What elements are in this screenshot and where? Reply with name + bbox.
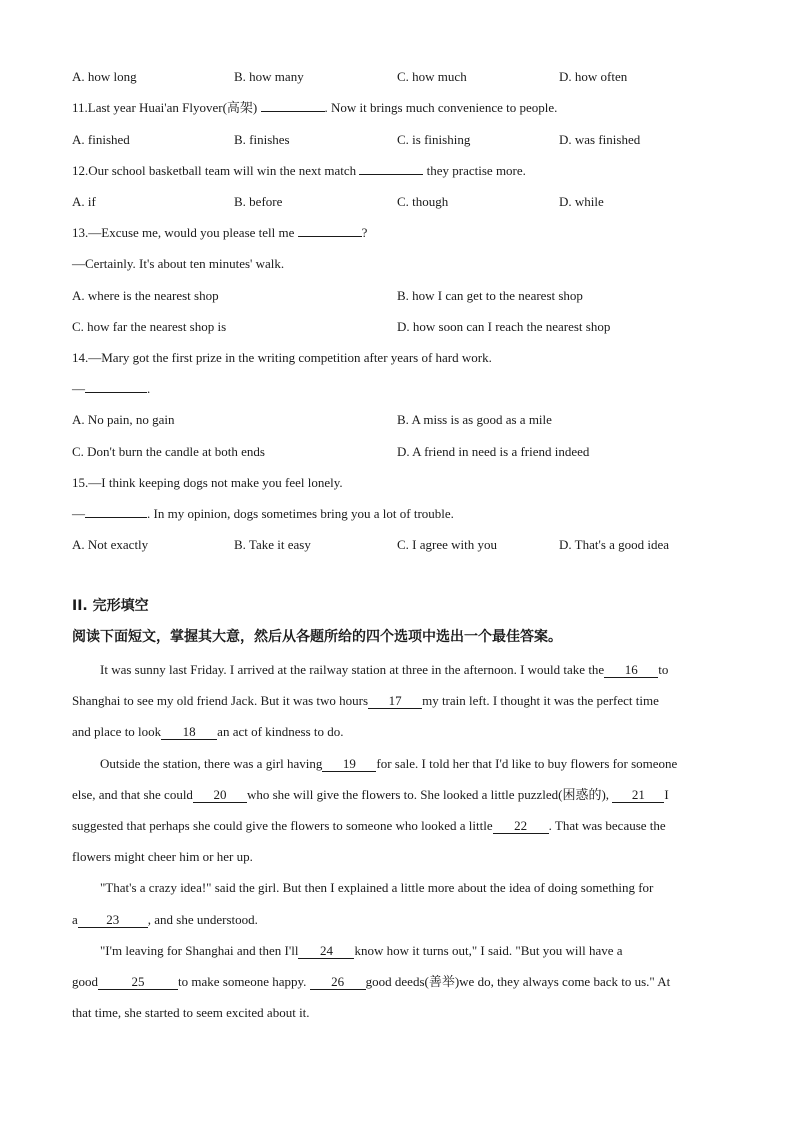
q13-option-c[interactable]: C. how far the nearest shop is [72, 319, 227, 334]
q11-stem [72, 100, 557, 116]
q13-option-d[interactable]: D. how soon can I reach the nearest shop [397, 319, 611, 334]
passage-text: to [658, 662, 669, 677]
passage-text: an act of kindness to do. [217, 724, 344, 739]
q13-stem [72, 225, 367, 241]
q15-stem: 15.—I think keeping dogs not make you feel lonely. [72, 475, 343, 490]
q12-option-a[interactable]: A. if [72, 194, 96, 209]
q12-option-c[interactable]: C. though [397, 194, 449, 209]
q11-answer-blank [261, 100, 325, 112]
q13-answer-blank [298, 225, 362, 237]
q10-option-d[interactable]: D. how often [559, 69, 628, 84]
passage-line [72, 787, 669, 803]
passage-text: I [664, 787, 669, 802]
q13-stem-end: ? [361, 225, 368, 240]
q13-stem-start: 13.—Excuse me, would you please tell me [72, 225, 298, 240]
q15-option-b[interactable]: B. Take it easy [234, 537, 311, 552]
blank-22[interactable]: 22 [493, 819, 549, 834]
q11-option-a[interactable]: A. finished [72, 132, 130, 147]
blank-17[interactable]: 17 [368, 694, 422, 709]
q14-option-a[interactable]: A. No pain, no gain [72, 412, 175, 427]
passage-line [72, 912, 258, 928]
q11-option-d[interactable]: D. was finished [559, 132, 641, 147]
q15-option-c[interactable]: C. I agree with you [397, 537, 498, 552]
q13-option-a[interactable]: A. where is the nearest shop [72, 288, 219, 303]
q10-option-b[interactable]: B. how many [234, 69, 304, 84]
blank-16[interactable]: 16 [604, 663, 658, 678]
passage-text: , and she understood. [147, 912, 258, 927]
blank-26[interactable]: 26 [310, 975, 366, 990]
q11-option-b[interactable]: B. finishes [234, 132, 290, 147]
q14-reply [72, 381, 150, 397]
passage-text: to make someone happy. [178, 974, 307, 989]
passage-line [72, 724, 344, 740]
q14-option-d[interactable]: D. A friend in need is a friend indeed [397, 444, 590, 459]
q12-stem-end: they practise more. [423, 163, 526, 178]
q12-option-d[interactable]: D. while [559, 194, 604, 209]
q10-option-c[interactable]: C. how much [397, 69, 467, 84]
q15-option-a[interactable]: A. Not exactly [72, 537, 149, 552]
q11-stem-end: . Now it brings much convenience to people. [324, 100, 558, 115]
q15-reply-end: . In my opinion, dogs sometimes bring you a lot of trouble. [147, 506, 454, 521]
q12-answer-blank [359, 163, 423, 175]
blank-25[interactable]: 25 [98, 975, 178, 990]
passage-line [72, 693, 659, 709]
passage-line [100, 756, 677, 772]
q14-option-b[interactable]: B. A miss is as good as a mile [397, 412, 552, 427]
q12-option-b[interactable]: B. before [234, 194, 283, 209]
q15-answer-blank [85, 506, 147, 518]
passage-text: "I'm leaving for Shanghai and then I'll [100, 943, 299, 958]
q11-stem-start: 11.Last year Huai'an Flyover(高架) [72, 100, 261, 115]
passage-line: that time, she started to seem excited about it. [72, 1005, 310, 1020]
passage-line: flowers might cheer him or her up. [72, 849, 253, 864]
q13-reply: —Certainly. It's about ten minutes' walk. [72, 256, 285, 271]
q14-option-c[interactable]: C. Don't burn the candle at both ends [72, 444, 265, 459]
passage-text: for sale. I told her that I'd like to buy flowers for someone [376, 756, 678, 771]
passage-text: a [72, 912, 78, 927]
q14-reply-start: — [72, 381, 85, 396]
blank-20[interactable]: 20 [193, 788, 247, 803]
q12-stem-start: 12.Our school basketball team will win the next match [72, 163, 360, 178]
passage-text: and place to look [72, 724, 162, 739]
q13-option-b[interactable]: B. how I can get to the nearest shop [397, 288, 583, 303]
passage-line [72, 818, 666, 834]
passage-line [100, 943, 623, 959]
blank-23[interactable]: 23 [78, 913, 148, 928]
passage-line: "That's a crazy idea!" said the girl. But then I explained a little more about the idea of doing something for [100, 880, 654, 895]
passage-text: who she will give the flowers to. She looked a little puzzled(困惑的), [246, 787, 610, 802]
passage-text: good [72, 974, 98, 989]
passage-line [100, 662, 668, 678]
q14-reply-end: . [147, 381, 151, 396]
blank-24[interactable]: 24 [298, 944, 354, 959]
passage-text: good deeds(善举)we do, they always come back to us." At [365, 974, 671, 989]
passage-text: else, and that she could [72, 787, 193, 802]
q14-stem: 14.—Mary got the first prize in the writing competition after years of hard work. [72, 350, 492, 365]
section-instruction: 阅读下面短文，掌握其大意，然后从各题所给的四个选项中选出一个最佳答案。 [72, 629, 562, 645]
q14-answer-blank [85, 381, 147, 393]
q12-stem [72, 163, 526, 179]
passage-text: Outside the station, there was a girl having [100, 756, 323, 771]
passage-text: . That was because the [548, 818, 666, 833]
passage-line [72, 974, 670, 990]
passage-text: Shanghai to see my old friend Jack. But it was two hours [72, 693, 369, 708]
q15-reply-start: — [72, 506, 85, 521]
passage-text: my train left. I thought it was the perfect time [422, 693, 659, 708]
passage-text: It was sunny last Friday. I arrived at the railway station at three in the afternoon. I would take the [100, 662, 605, 677]
q11-option-c[interactable]: C. is finishing [397, 132, 471, 147]
passage-text: suggested that perhaps she could give the flowers to someone who looked a little [72, 818, 493, 833]
section-title: II. 完形填空 [72, 598, 149, 614]
q10-option-a[interactable]: A. how long [72, 69, 137, 84]
blank-18[interactable]: 18 [161, 725, 217, 740]
q15-reply [72, 506, 454, 522]
passage-text: know how it turns out," I said. "But you will have a [354, 943, 623, 958]
blank-19[interactable]: 19 [322, 757, 376, 772]
blank-21[interactable]: 21 [612, 788, 664, 803]
q15-option-d[interactable]: D. That's a good idea [559, 537, 670, 552]
